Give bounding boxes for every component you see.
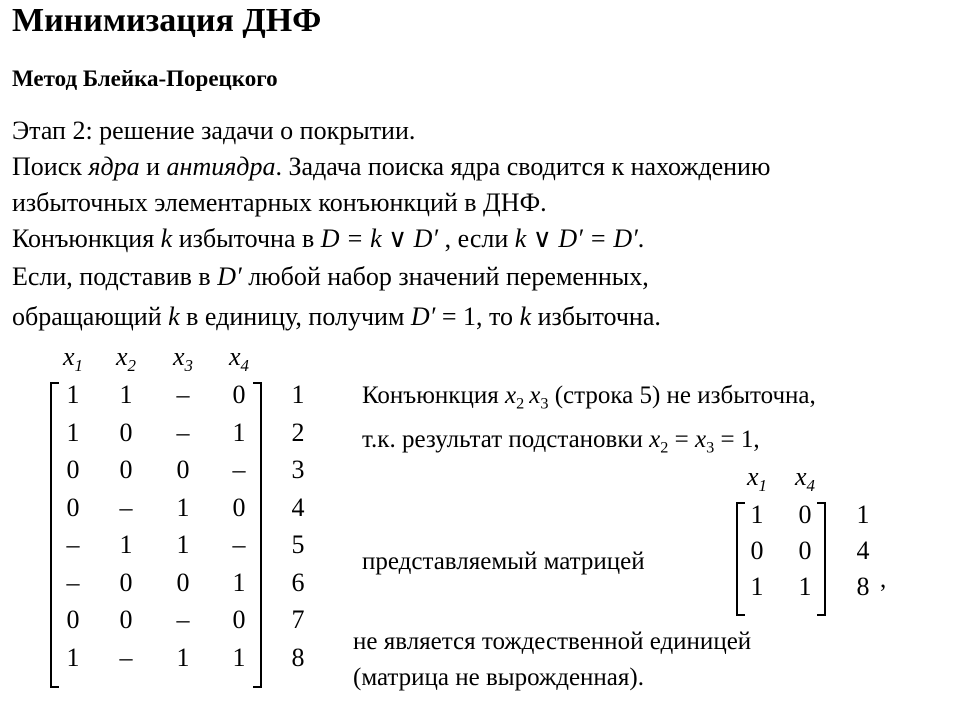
matrix-cell: –	[176, 380, 190, 409]
text-line-3: избыточных элементарных конъюнкций в ДНФ.	[12, 188, 547, 217]
matrix-row-number: 4	[291, 492, 305, 522]
matrix-cell: 0	[798, 536, 812, 565]
matrix-cell: –	[66, 530, 80, 559]
matrix-cell: 0	[66, 605, 80, 634]
matrix-cell: 0	[750, 536, 764, 565]
matrix-cell: 0	[798, 500, 812, 529]
matrix-cell: 1	[232, 567, 246, 597]
matrix-column-header: $x_3$	[173, 342, 193, 375]
right-text-line-4: не является тождественной единицей	[353, 628, 752, 655]
matrix-row-number: 1	[856, 500, 870, 529]
matrix-row-number: 2	[291, 417, 305, 447]
matrix-row-number: 1	[291, 380, 305, 409]
matrix-row-number: 3	[291, 455, 305, 484]
matrix-cell: 0	[119, 417, 133, 447]
matrix-cell: 0	[119, 455, 133, 484]
right-text-line-5: (матрица не вырожденная).	[353, 664, 644, 691]
matrix-cell: 1	[798, 572, 812, 601]
matrix-cell: 0	[176, 567, 190, 597]
matrix-cell: –	[176, 417, 190, 447]
matrix-cell: 1	[750, 572, 764, 601]
matrix-cell: 0	[66, 455, 80, 484]
matrix-row-number: 8	[856, 572, 870, 601]
matrix-cell: 0	[232, 605, 246, 634]
matrix-cell: 1	[232, 642, 246, 672]
matrix-column-header: $x_4$	[795, 462, 815, 495]
page-subtitle: Метод Блейка-Порецкого	[12, 66, 278, 91]
text-line-6: обращающий k в единицу, получим D′ = 1, то k избыточна.	[12, 302, 661, 331]
matrix-cell: –	[66, 567, 80, 597]
matrix-cell: –	[119, 642, 133, 672]
right-text-line-2: т.к. результат подстановки $x_2 = x_3 = 1$,	[362, 426, 760, 457]
matrix-cell: –	[176, 605, 190, 634]
matrix-row-number: 7	[291, 605, 305, 634]
matrix-cell: 1	[66, 642, 80, 672]
matrix-cell: 1	[66, 417, 80, 447]
matrix-column-header: $x_1$	[747, 462, 767, 495]
matrix-right-bracket	[253, 382, 262, 688]
matrix-column-header: $x_4$	[229, 342, 249, 375]
page-title: Минимизация ДНФ	[12, 2, 322, 39]
matrix-cell: –	[119, 492, 133, 522]
matrix-row-number: 4	[856, 536, 870, 565]
text-line-1: Этап 2: решение задачи о покрытии.	[12, 116, 416, 145]
matrix-row-number: 8	[291, 642, 305, 672]
matrix-column-header: $x_1$	[63, 342, 83, 375]
right-text-line-1: Конъюнкция $x_2$ $x_3$ (строка 5) не избыточна,	[362, 382, 816, 413]
matrix-cell: 0	[176, 455, 190, 484]
matrix-cell: 0	[119, 567, 133, 597]
matrix-cell: 1	[232, 417, 246, 447]
matrix-cell: 1	[176, 642, 190, 672]
matrix-cell: –	[232, 455, 246, 484]
matrix-column-header: $x_2$	[116, 342, 136, 375]
matrix-cell: 0	[232, 380, 246, 409]
matrix-row-number: 5	[291, 530, 305, 559]
matrix-cell: 1	[750, 500, 764, 529]
matrix-left-bracket	[50, 382, 59, 688]
text-line-2: Поиск ядра и антиядра. Задача поиска ядра сводится к нахождению	[12, 152, 771, 181]
matrix-cell: 1	[66, 380, 80, 409]
matrix-cell: 0	[66, 492, 80, 522]
matrix-cell: 0	[119, 605, 133, 634]
matrix-cell: 1	[119, 530, 133, 559]
matrix-left-bracket	[736, 502, 745, 616]
matrix-cell: 1	[176, 492, 190, 522]
matrix-cell: –	[232, 530, 246, 559]
matrix-cell: 0	[232, 492, 246, 522]
right-comma: ,	[880, 566, 887, 593]
matrix-row-number: 6	[291, 567, 305, 597]
matrix-cell: 1	[119, 380, 133, 409]
text-line-5: Если, подставив в D′ любой набор значений переменных,	[12, 262, 649, 291]
text-line-4: Конъюнкция k избыточна в D = k ∨ D′ , если k ∨ D′ = D′.	[12, 224, 645, 253]
matrix-cell: 1	[176, 530, 190, 559]
right-text-line-3: представляемый матрицей	[362, 548, 645, 575]
matrix-right-bracket	[817, 502, 826, 616]
